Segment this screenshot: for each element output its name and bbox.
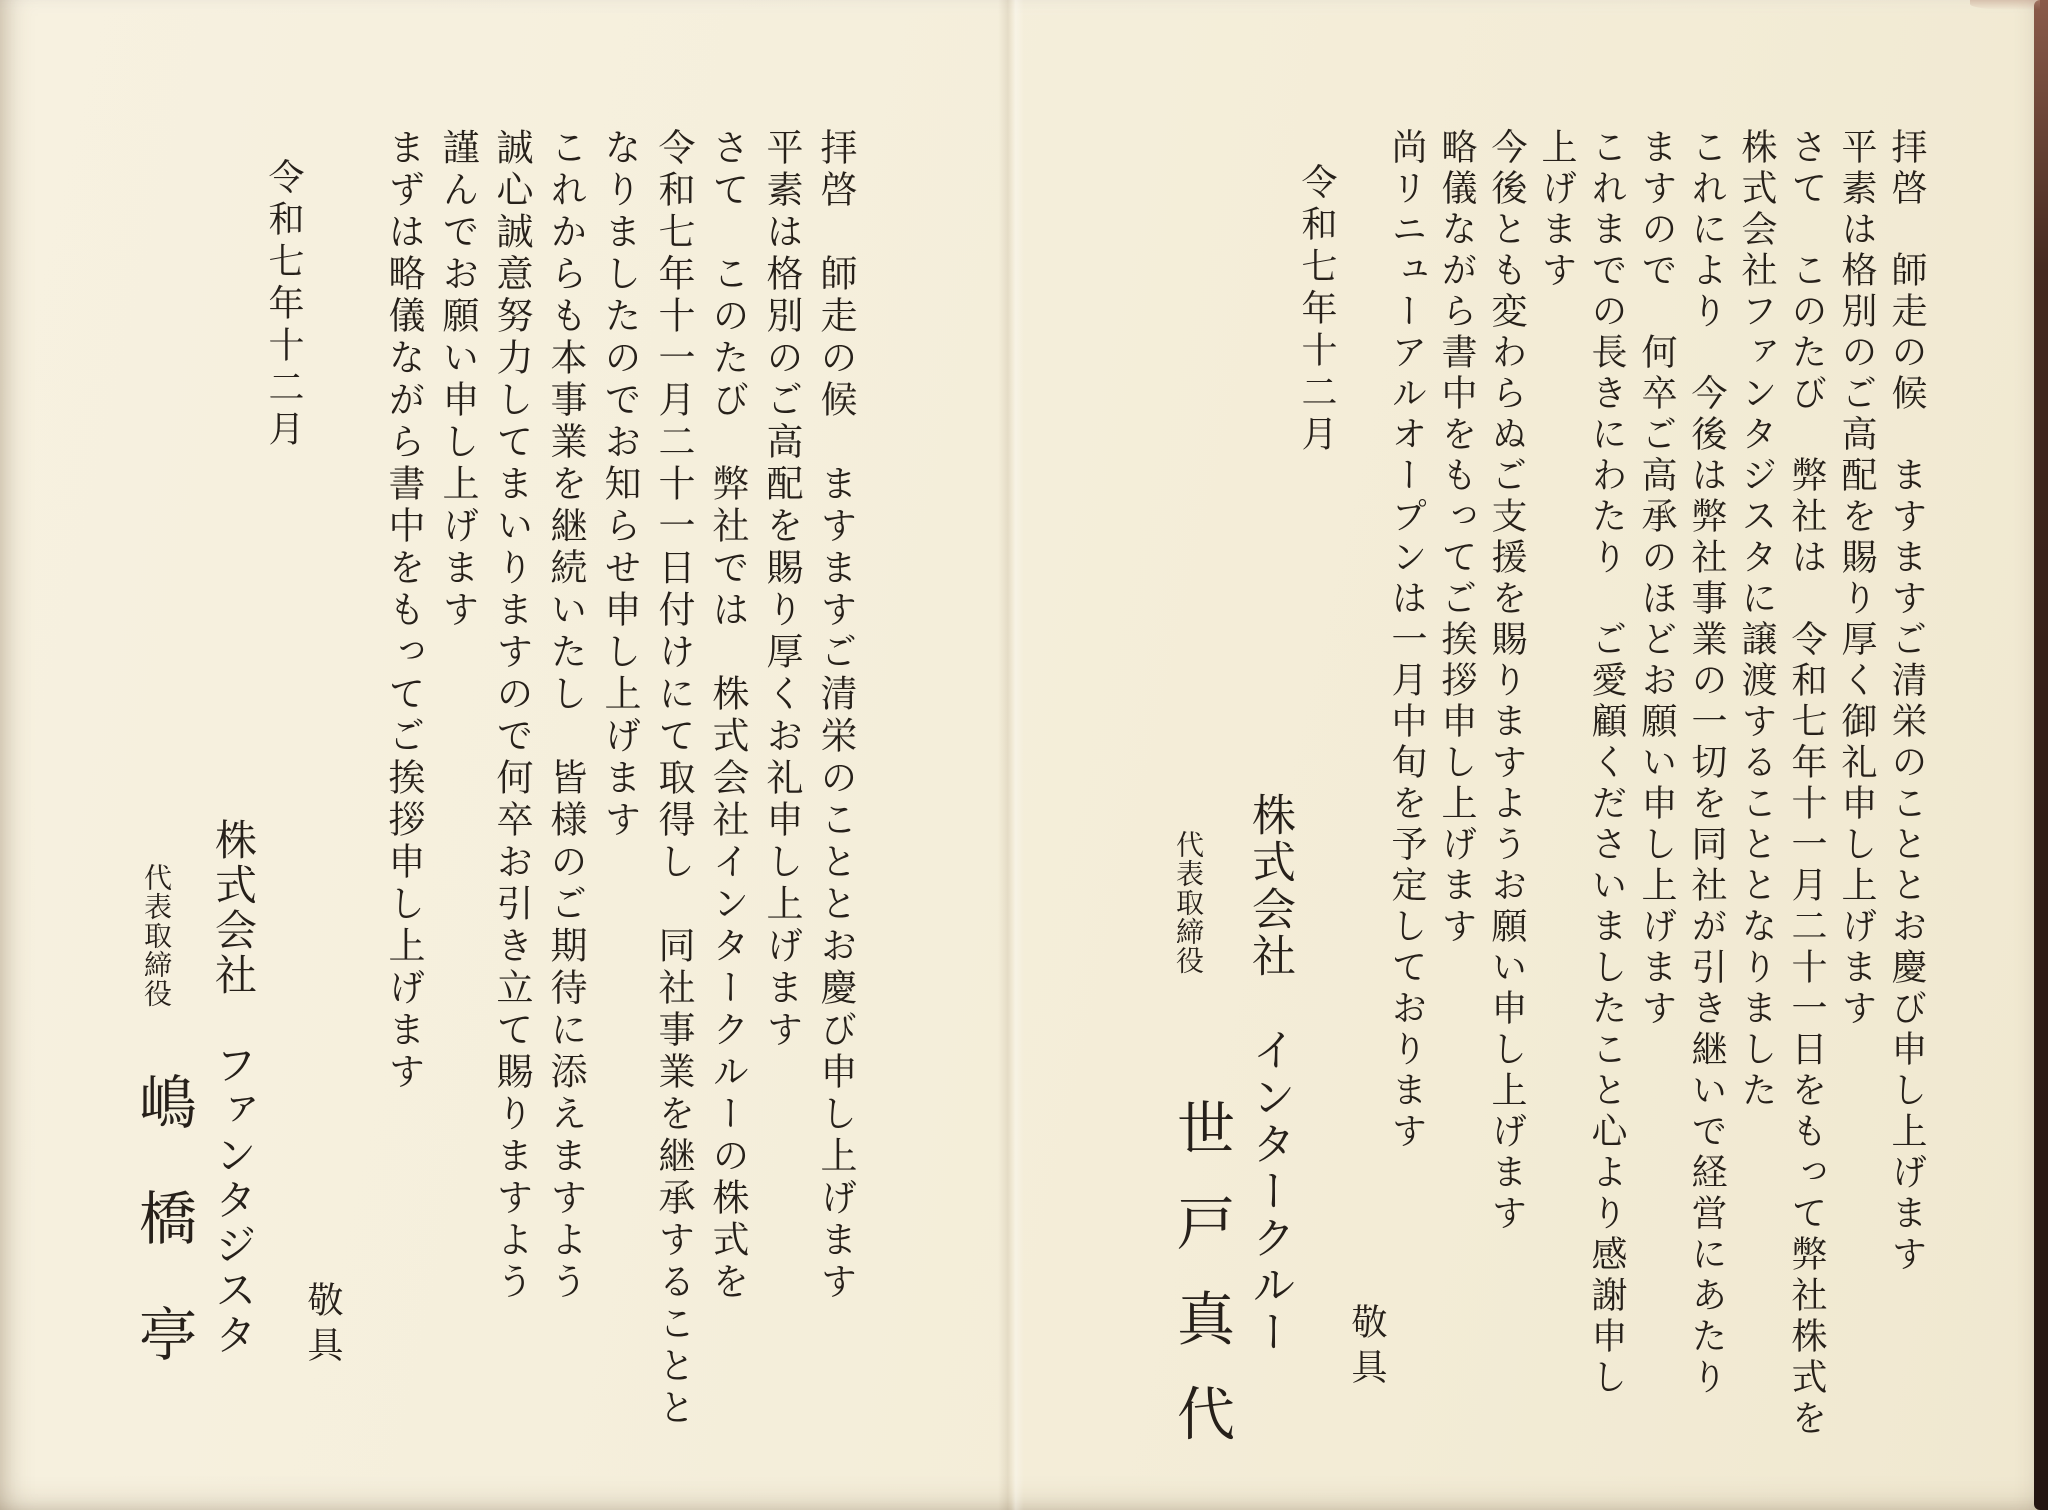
body-column: 平素は格別のご高配を賜り厚くお礼申し上げます: [760, 128, 801, 1052]
page-fold-line: [998, 0, 1024, 1510]
body-column: さて このたび 弊社は 令和七年十一月二十一日をもって弊社株式を: [1787, 128, 1827, 1440]
company-name: 株式会社 ファンタジスタ: [209, 818, 255, 1358]
body-column: 略儀ながら書中をもってご挨拶申し上げます: [1437, 128, 1477, 948]
body-column: これからも本事業を継続いたし 皆様のご期待に添えますよう: [544, 128, 585, 1304]
body-column: 拝啓 師走の候 ますますご清栄のこととお慶び申し上げます: [814, 128, 855, 1304]
body-column: これまでの長きにわたり ご愛顧くださいましたこと心より感謝申し: [1587, 128, 1627, 1399]
body-column: ますので 何卒ご高承のほどお願い申し上げます: [1637, 128, 1677, 1030]
executive-title: 代表取締役: [140, 863, 171, 1008]
photo-edge-top-right: [1970, 0, 2040, 10]
letter-date: 令和七年十二月: [264, 158, 304, 452]
body-column: 平素は格別のご高配を賜り厚く御礼申し上げます: [1837, 128, 1877, 1030]
closing-keigu: 敬具: [303, 1281, 343, 1371]
body-column: なりましたのでお知らせ申し上げます: [598, 128, 639, 842]
body-column: 令和七年十一月二十一日付けにて取得し 同社事業を継承することと: [652, 128, 693, 1430]
representative-name: 嶋 橋 亭: [130, 1072, 195, 1362]
body-column: さて このたび 弊社では 株式会社インタークルーの株式を: [706, 128, 747, 1304]
body-column: 今後とも変わらぬご支援を賜りますようお願い申し上げます: [1487, 128, 1527, 1235]
representative-name: 世戸真代: [1168, 1098, 1233, 1479]
body-column: 株式会社ファンタジスタに譲渡することとなりました: [1737, 128, 1777, 1112]
body-column: 上げます: [1537, 128, 1577, 292]
body-column: 尚リニューアルオープンは一月中旬を予定しております: [1387, 128, 1427, 1153]
body-column: 誠心誠意努力してまいりますので何卒お引き立て賜りますよう: [490, 128, 531, 1304]
executive-title: 代表取締役: [1172, 830, 1203, 975]
letter-date: 令和七年十二月: [1297, 163, 1337, 457]
closing-keigu: 敬具: [1347, 1303, 1387, 1393]
body-column: 謹んでお願い申し上げます: [436, 128, 477, 632]
company-name: 株式会社 インタークルー: [1245, 792, 1294, 1356]
body-column: これにより 今後は弊社事業の一切を同社が引き継いで経営にあたり: [1687, 128, 1727, 1399]
body-column: まずは略儀ながら書中をもってご挨拶申し上げます: [382, 128, 423, 1094]
body-column: 拝啓 師走の候 ますますご清栄のこととお慶び申し上げます: [1887, 128, 1927, 1276]
photo-edge-right: [2034, 0, 2048, 1510]
